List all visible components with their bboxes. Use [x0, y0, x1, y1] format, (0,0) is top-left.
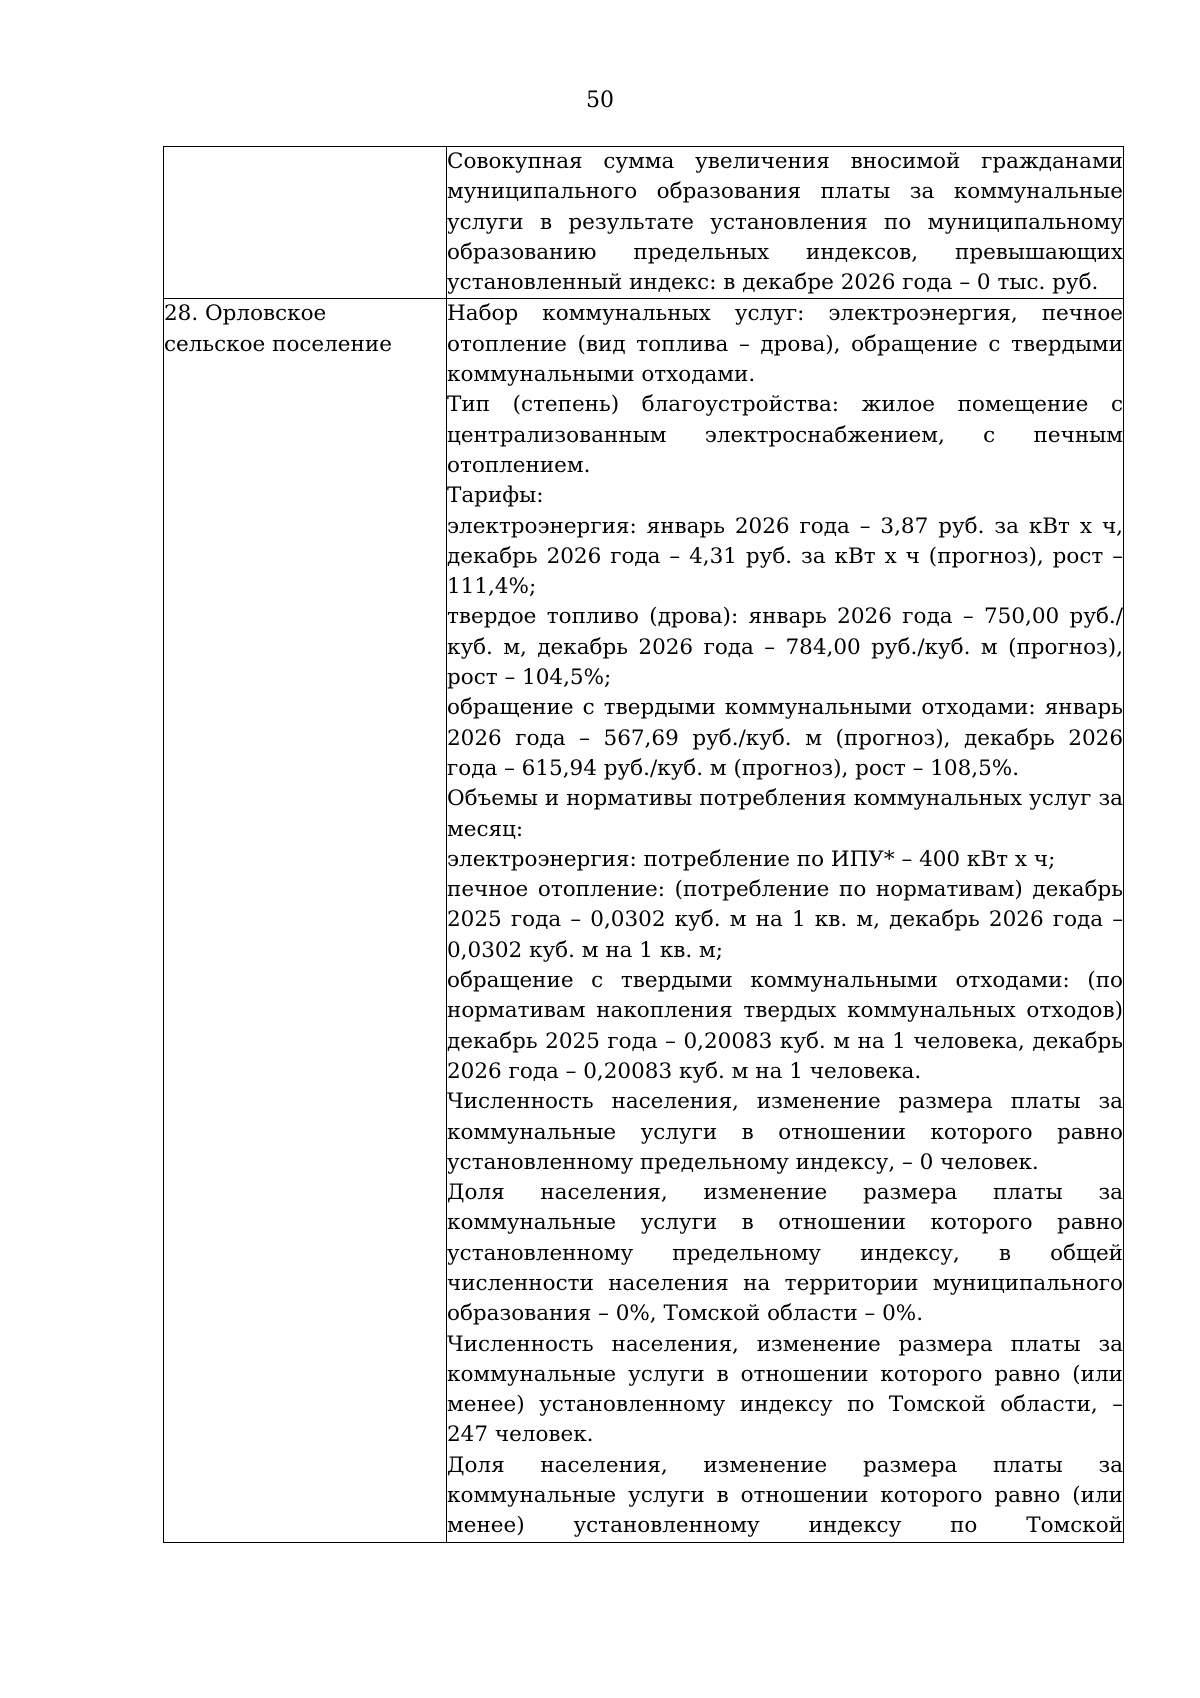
description-paragraph: Совокупная сумма увеличения вносимой гражданами муниципального образования платы за коммунальные услуги в результате установления по муниципальному образованию предельных индексов, превышающих установленный индекс: в декабре 2026 года – 0 тыс. руб.	[447, 149, 1123, 296]
municipality-name: 28. Орловское сельское поселение	[164, 301, 392, 357]
description-paragraph: Численность населения, изменение размера платы за коммунальные услуги в отношении которого равно (или менее) установленному индексу по Томской области, – 247 человек.	[447, 1331, 1123, 1448]
page-number: 50	[586, 88, 614, 113]
description-paragraph: Объемы и нормативы потребления коммунальных услуг за месяц:	[447, 786, 1123, 842]
description-paragraph: обращение с твердыми коммунальными отходами: (по нормативам накопления твердых коммунальных отходов) декабрь 2025 года – 0,20083 куб. м на 1 человека, декабрь 2026 года – 0,20083 куб. м на 1 человека.	[447, 968, 1123, 1084]
table-row	[164, 147, 1124, 299]
description-paragraph: Набор коммунальных услуг: электроэнергия, печное отопление (вид топлива – дрова), обращение с твердыми коммунальными отходами.	[447, 301, 1123, 388]
municipality-cell	[164, 147, 447, 299]
description-paragraph: Тарифы:	[447, 483, 544, 509]
description-paragraph: Доля населения, изменение размера платы за коммунальные услуги в отношении которого равно (или менее) установленному индексу по Томской	[447, 1452, 1123, 1539]
description-paragraph: твердое топливо (дрова): январь 2026 года – 750,00 руб./куб. м, декабрь 2026 года – 784,00 руб./куб. м (прогноз), рост – 104,5%;	[447, 604, 1123, 691]
municipality-cell	[164, 299, 447, 1542]
description-paragraph: Численность населения, изменение размера платы за коммунальные услуги в отношении которого равно установленному предельному индексу, – 0 человек.	[447, 1089, 1123, 1175]
description-paragraph: электроэнергия: январь 2026 года – 3,87 руб. за кВт х ч, декабрь 2026 года – 4,31 руб. за кВт х ч (прогноз), рост – 111,4%;	[447, 513, 1123, 600]
description-paragraph: Тип (степень) благоустройства: жилое помещение с централизованным электроснабжением, с печным отоплением.	[447, 392, 1123, 478]
municipality-table	[163, 146, 1124, 1543]
description-paragraph: обращение с твердыми коммунальными отходами: январь 2026 года – 567,69 руб./куб. м (прогноз), декабрь 2026 года – 615,94 руб./куб. м (прогноз), рост – 108,5%.	[447, 695, 1123, 781]
description-paragraph: печное отопление: (потребление по нормативам) декабрь 2025 года – 0,0302 куб. м на 1 кв. м, декабрь 2026 года – 0,0302 куб. м на 1 кв. м;	[447, 877, 1123, 963]
description-cell	[447, 299, 1124, 1542]
description-paragraph: электроэнергия: потребление по ИПУ* – 400 кВт х ч;	[447, 846, 1056, 872]
description-cell	[447, 147, 1124, 299]
description-paragraph: Доля населения, изменение размера платы за коммунальные услуги в отношении которого равно установленному предельному индексу, в общей численности населения на территории муниципального образования – 0%, Томской области – 0%.	[447, 1180, 1123, 1327]
table-row	[164, 299, 1124, 1542]
